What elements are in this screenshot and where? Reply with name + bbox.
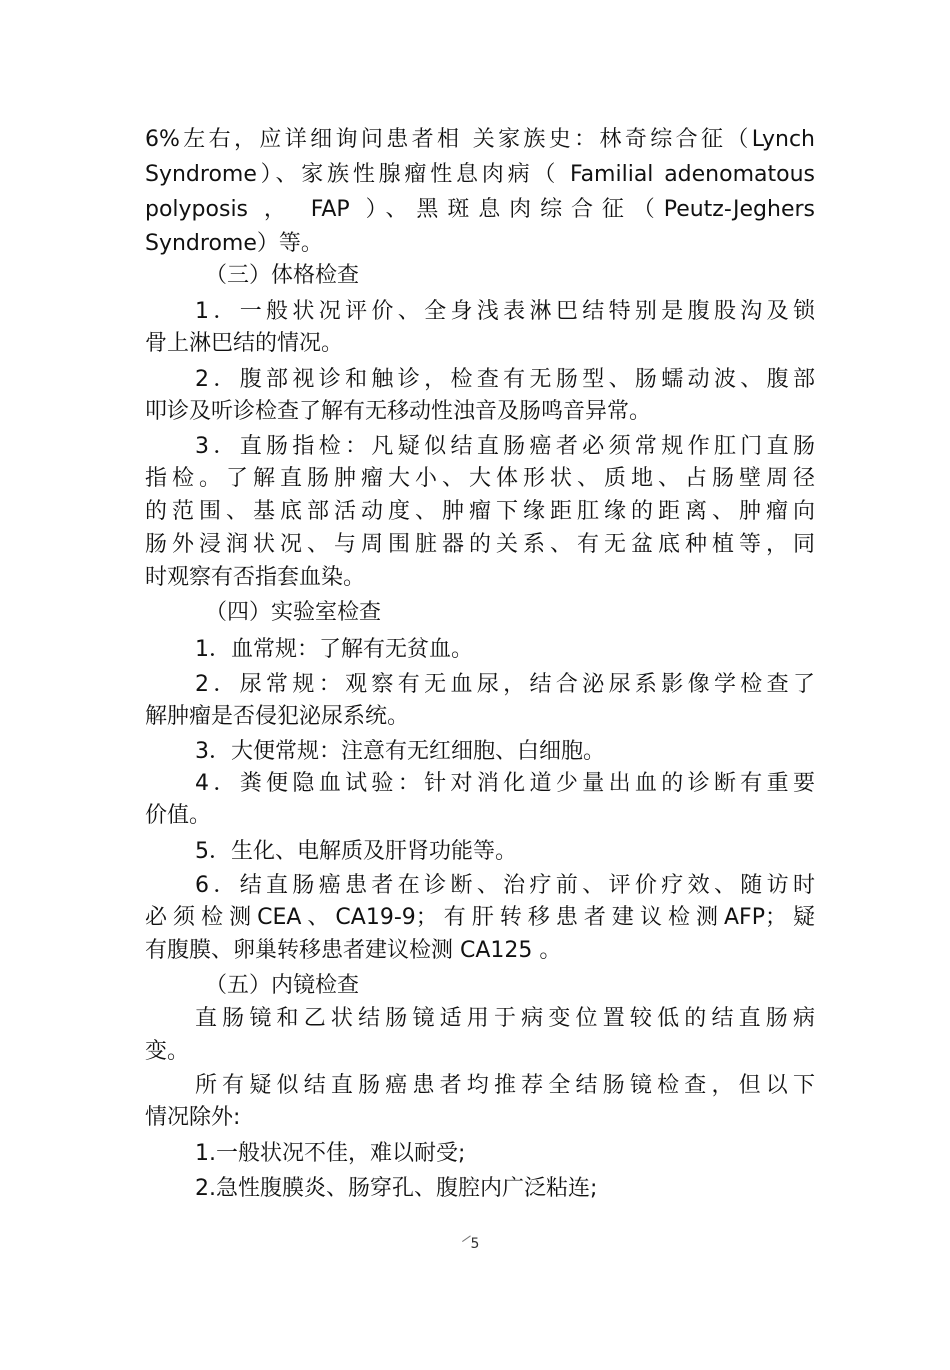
text-line: 4．粪便隐血试验：针对消化道少量出血的诊断有重要: [195, 771, 815, 796]
text-line: 必须检测CEA、CA19-9；有肝转移患者建议检测AFP；疑: [145, 905, 815, 930]
text-line: 肠外浸润状况、与周围脏器的关系、有无盆底种植等，同: [145, 532, 815, 557]
text-line: 2．尿常规：观察有无血尿，结合泌尿系影像学检查了: [195, 672, 815, 697]
text-line: 价值。: [145, 803, 212, 828]
section-heading: （四）实验室检查: [205, 600, 382, 625]
text-line: 变。: [145, 1039, 190, 1064]
text-line: 1.一般状况不佳，难以耐受;: [195, 1141, 466, 1166]
text-line: 的范围、基底部活动度、肿瘤下缘距肛缘的距离、肿瘤向: [145, 499, 815, 524]
text-line: 1．一般状况评价、全身浅表淋巴结特别是腹股沟及锁: [195, 299, 815, 324]
text-line: 5．生化、电解质及肝肾功能等。: [195, 839, 517, 864]
text-line: 2．腹部视诊和触诊，检查有无肠型、肠蠕动波、腹部: [195, 367, 815, 392]
text-line: 情况除外:: [145, 1105, 241, 1130]
text-line: polyposis ， FAP ）、黑斑息肉综合征（Peutz-Jeghers: [145, 197, 815, 222]
text-line: 指检。了解直肠肿瘤大小、大体形状、质地、占肠壁周径: [145, 466, 815, 491]
text-line: 3．直肠指检：凡疑似结直肠癌者必须常规作肛门直肠: [195, 434, 815, 459]
text-line: 6%左右，应详细询问患者相 关家族史：林奇综合征（Lynch: [145, 127, 815, 152]
text-line: 6．结直肠癌患者在诊断、治疗前、评价疗效、随访时: [195, 873, 815, 898]
text-line: 1．血常规：了解有无贫血。: [195, 637, 473, 662]
section-heading: （五）内镜检查: [205, 973, 360, 998]
text-line: 直肠镜和乙状结肠镜适用于病变位置较低的结直肠病: [195, 1006, 815, 1031]
text-line: 骨上淋巴结的情况。: [145, 331, 344, 356]
section-heading: （三）体格检查: [205, 263, 360, 288]
text-line: 解肿瘤是否侵犯泌尿系统。: [145, 704, 410, 729]
text-line: 2.急性腹膜炎、肠穿孔、腹腔内广泛粘连;: [195, 1176, 598, 1201]
text-line: 3．大便常规：注意有无红细胞、白细胞。: [195, 739, 605, 764]
text-line: 叩诊及听诊检查了解有无移动性浊音及肠鸣音异常。: [145, 399, 652, 424]
text-line: Syndrome）等。: [145, 231, 323, 256]
text-line: 时观察有否指套血染。: [145, 565, 366, 590]
page-number: 5: [470, 1236, 480, 1252]
text-line: Syndrome）、家族性腺瘤性息肉病（ Familial adenomatous: [145, 162, 815, 187]
text-line: 所有疑似结直肠癌患者均推荐全结肠镜检查，但以下: [195, 1073, 815, 1098]
text-line: 有腹膜、卵巢转移患者建议检测 CA125 。: [145, 938, 562, 963]
